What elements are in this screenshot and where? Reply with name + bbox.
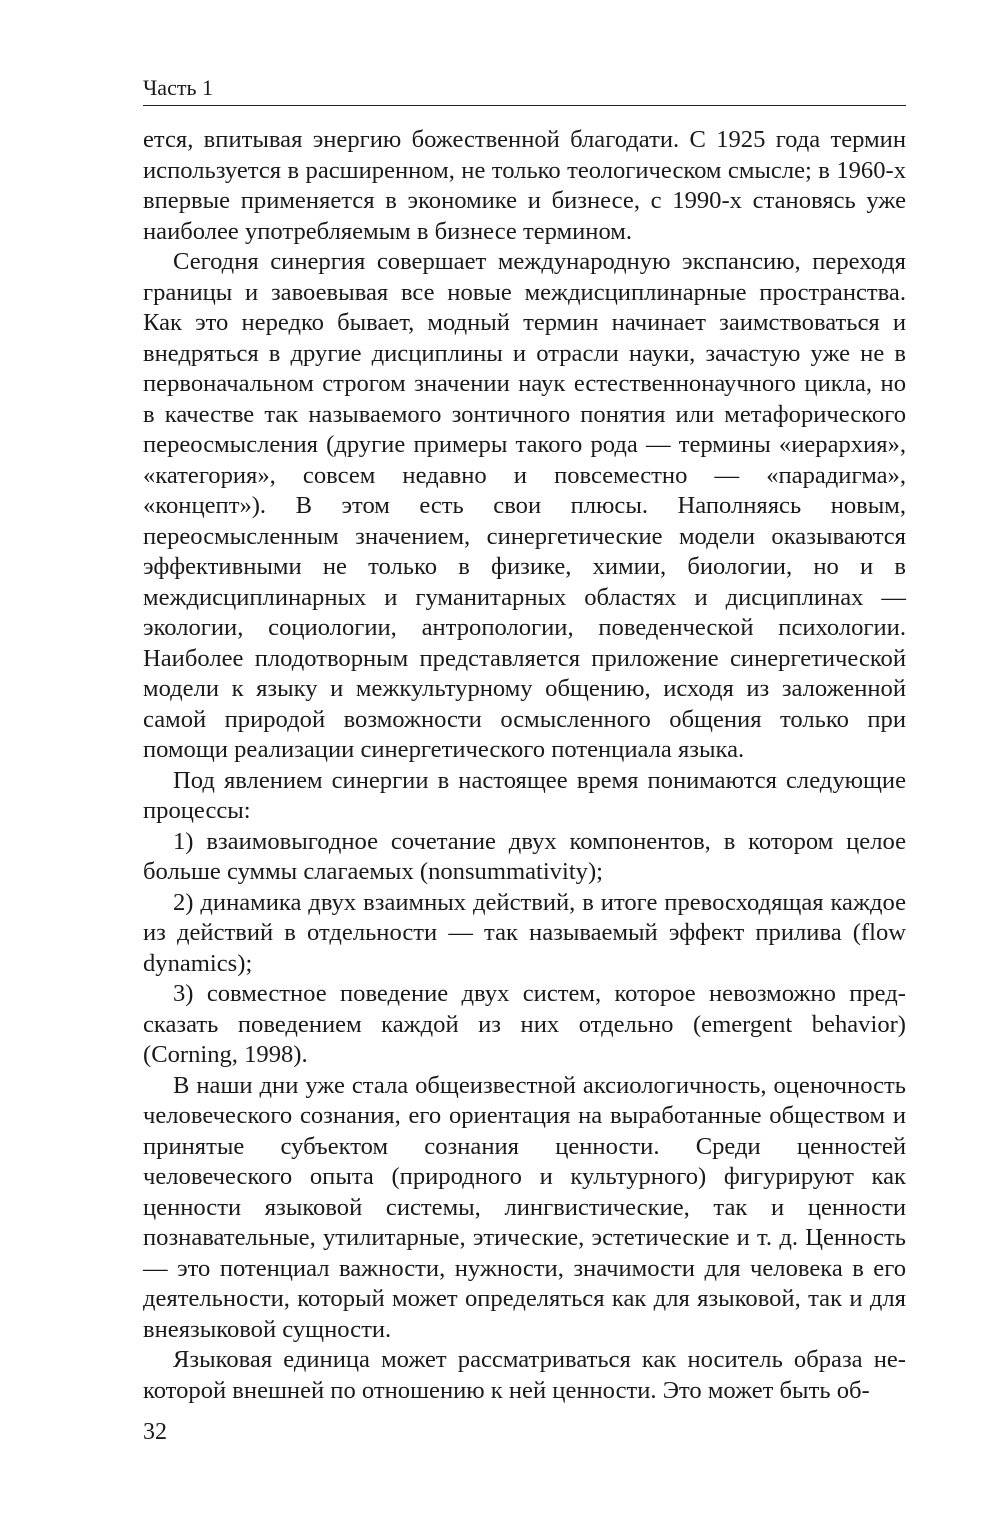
list-item: 2) динамика двух взаимных действий, в итоге превосходящая каждое из действий в отдельности — так называемый эффект прилива (flow dynamics); — [143, 888, 906, 977]
header-rule — [143, 105, 906, 106]
body-text — [143, 125, 906, 1406]
page-number: 32 — [143, 1419, 167, 1445]
list-item: 3) совместное поведение двух систем, которое невозможно предсказать поведением каждой из них отдельно (emergent behavior) (Corning, 1998). — [143, 980, 906, 1068]
list-item: 1) взаимовыгодное сочетание двух компонентов, в котором целое больше суммы слагаемых (nonsummativity); — [143, 827, 906, 885]
running-head: Часть 1 — [143, 75, 213, 100]
paragraph: Языковая единица может рассматриваться как носитель образа некоторой внешней по отношению к ней ценности. Это может быть об- — [143, 1346, 906, 1404]
paragraph-continued: ется, впитывая энергию божественной благодати. С 1925 года термин используется в расширенном, не только теологическом смысле; в 1960-х впервые применяется в экономике и бизнесе, с 1990-х становясь уже наиболее употребляемым в бизнесе термином. — [143, 126, 906, 245]
paragraph: В наши дни уже стала общеизвестной аксиологичность, оценочность человеческого сознания, его ориентация на выработанные обществом и принятые субъектом сознания ценности. Среди ценностей человеческого опыта (природного и культурного) фигурируют как ценности языковой системы, лингвистические, так и ценности познавательные, утилитарные, этические, эстетические и т. д. Ценность — это потенциал важности, нужности, значимости для человека в его деятельности, который может определяться как для языковой, так и для внеязыковой сущности. — [143, 1071, 906, 1343]
paragraph: Сегодня синергия совершает международную экспансию, переходя границы и завоевывая все новые междисциплинарные пространства. Как это нередко бывает, модный термин начинает заимствоваться и внедряться в другие дисциплины и отрасли науки, зачастую уже не в первоначальном строгом значении наук естественнонаучного цикла, но в качестве так называемого зонтичного понятия или метафорического переосмысления (другие примеры такого рода — термины «иерархия», «категория», совсем недавно и повсеместно — «парадигма», «концепт»). В этом есть свои плюсы. Наполняясь новым, переосмысленным значением, синергетические модели оказываются эффективными не только в физике, химии, биологии, но и в междисциплинарных и гуманитарных областях и дисциплинах — экологии, социологии, антропологии, поведенческой психологии. Наиболее плодотворным представляется приложение синергетической модели к языку и межкультурному общению, исходя из заложенной самой природой возможности осмысленного общения только при помощи реализации синергетического потенциала языка. — [143, 248, 906, 763]
paragraph: Под явлением синергии в настоящее время понимаются следующие процессы: — [143, 766, 906, 824]
